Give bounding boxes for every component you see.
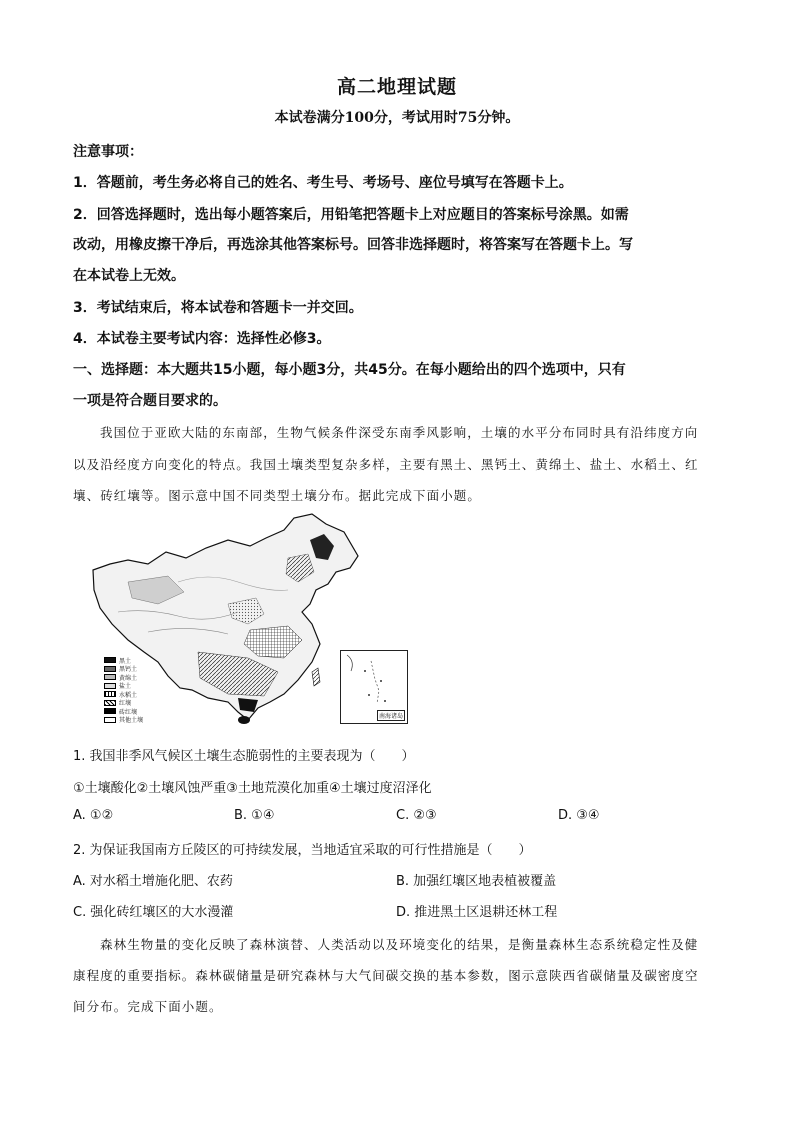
legend-red-soil: 红壤: [119, 700, 132, 708]
passage-line: 间分布。完成下面小题。: [73, 999, 223, 1014]
note-item: 4．本试卷主要考试内容：选择性必修3。: [73, 331, 331, 347]
q1-option-b: B. ①④: [234, 808, 275, 823]
note-item: 2．回答选择题时，选出每小题答案后，用铅笔把答题卡上对应题目的答案标号涂黑。如需: [73, 207, 629, 223]
question-1-statements: ①土壤酸化②土壤风蚀严重③土地荒漠化加重④土壤过度沼泽化: [73, 781, 432, 796]
passage-line: 我国位于亚欧大陆的东南部，生物气候条件深受东南季风影响，土壤的水平分布同时具有沿纬度方向: [100, 425, 699, 440]
note-item: 1．答题前，考生务必将自己的姓名、考生号、考场号、座位号填写在答题卡上。: [73, 175, 573, 191]
q2-option-d: D. 推进黑土区退耕还林工程: [396, 905, 558, 920]
legend-loess: 黄绵土: [119, 674, 138, 682]
passage-line: 以及沿经度方向变化的特点。我国土壤类型复杂多样，主要有黑土、黑钙土、黄绵土、盐土、水稻土、红: [73, 457, 699, 472]
note-item: 改动，用橡皮擦干净后，再选涂其他答案标号。回答非选择题时，将答案写在答题卡上。写: [73, 237, 633, 253]
notes-heading: 注意事项：: [73, 144, 143, 160]
taiwan: [312, 668, 320, 686]
note-item: 3．考试结束后，将本试卷和答题卡一并交回。: [73, 300, 363, 316]
legend-other: 其他土壤: [119, 717, 144, 725]
hainan: [238, 716, 250, 724]
q2-option-c: C. 强化砖红壤区的大水漫灌: [73, 905, 234, 920]
exam-info: 本试卷满分100分，考试用时75分钟。: [274, 110, 520, 126]
q1-option-c: C. ②③: [396, 808, 437, 823]
q2-option-b: B. 加强红壤区地表植被覆盖: [396, 874, 557, 889]
note-item: 在本试卷上无效。: [73, 268, 185, 284]
map-legend: [104, 656, 143, 724]
q1-option-a: A. ①②: [73, 808, 114, 823]
legend-chernozem: 黑钙土: [119, 666, 138, 674]
question-2-stem: 2. 为保证我国南方丘陵区的可持续发展，当地适宜采取的可行性措施是（ ）: [73, 843, 532, 858]
legend-black-soil: 黑土: [119, 657, 132, 665]
section-heading: 一、选择题：本大题共15小题，每小题3分，共45分。在每小题给出的四个选项中，只有: [73, 362, 626, 378]
legend-paddy: 水稻土: [119, 691, 138, 699]
question-1-stem: 1. 我国非季风气候区土壤生态脆弱性的主要表现为（ ）: [73, 749, 415, 764]
passage-line: 康程度的重要指标。森林碳储量是研究森林与大气间碳交换的基本参数，图示意陕西省碳储量及碳密度空: [73, 968, 699, 983]
inset-label: 南海诸岛: [377, 710, 405, 721]
south-china-sea-inset: [340, 650, 408, 724]
legend-lateritic: 砖红壤: [119, 708, 138, 716]
section-heading-cont: 一项是符合题目要求的。: [73, 393, 227, 409]
passage-line: 森林生物量的变化反映了森林演替、人类活动以及环境变化的结果，是衡量森林生态系统稳定性及健: [100, 937, 699, 952]
passage-line: 壤、砖红壤等。图示意中国不同类型土壤分布。据此完成下面小题。: [73, 488, 482, 503]
legend-saline: 盐土: [119, 683, 132, 691]
page-title: 高二地理试题: [336, 76, 457, 98]
q1-option-d: D. ③④: [558, 808, 600, 823]
q2-option-a: A. 对水稻土增施化肥、农药: [73, 874, 233, 889]
